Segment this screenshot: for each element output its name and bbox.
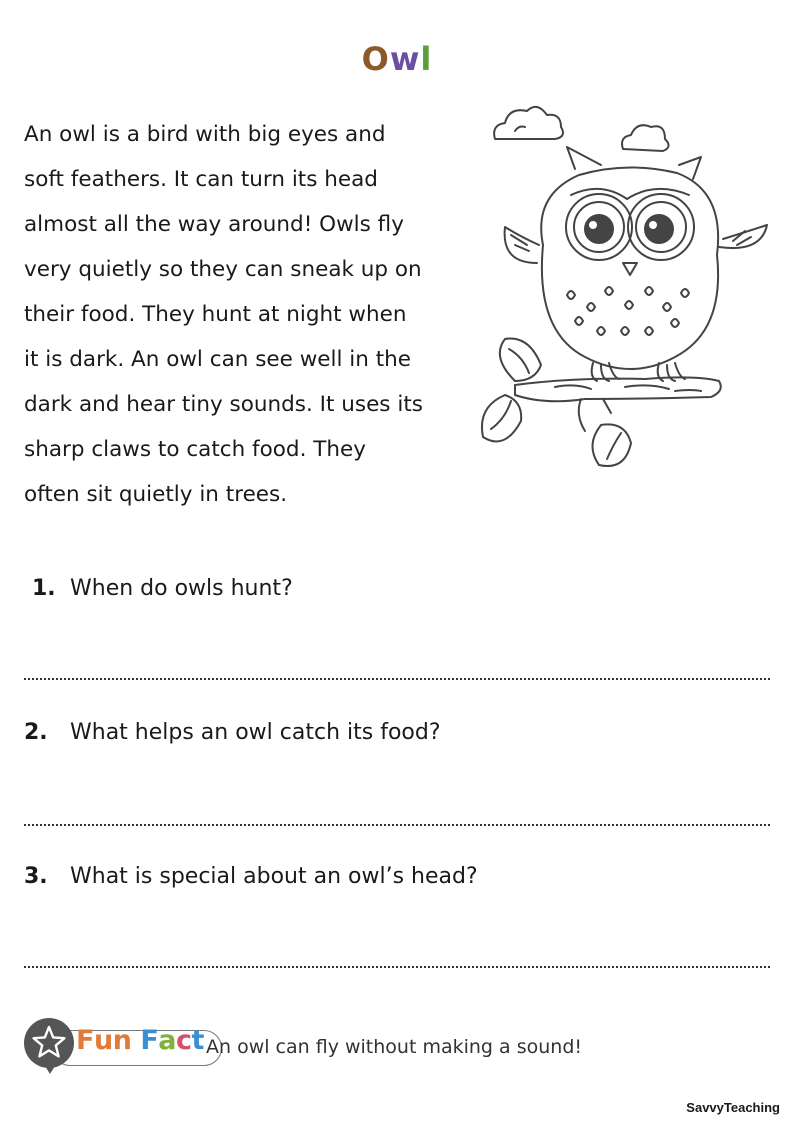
passage-line: dark and hear tiny sounds. It uses its <box>24 392 423 417</box>
title-letter-l: l <box>420 40 433 78</box>
question-2 <box>24 720 441 745</box>
reading-passage <box>24 112 474 517</box>
fun-fact-letter: F <box>140 1025 159 1056</box>
passage-line: very quietly so they can sneak up on <box>24 257 422 282</box>
question-number: 3. <box>24 864 48 889</box>
question-number: 1. <box>32 576 56 601</box>
answer-line[interactable] <box>24 678 770 680</box>
cloud-icon <box>622 125 669 151</box>
passage-line: sharp claws to catch food. They <box>24 437 366 462</box>
question-text: When do owls hunt? <box>70 576 293 601</box>
passage-line: soft feathers. It can turn its head <box>24 167 378 192</box>
leaf-icon <box>592 424 631 466</box>
fun-fact-letter: F <box>76 1025 94 1056</box>
passage-line: almost all the way around! Owls fly <box>24 212 404 237</box>
passage-line: An owl is a bird with big eyes and <box>24 122 386 147</box>
passage-line: their food. They hunt at night when <box>24 302 407 327</box>
fun-fact-box <box>24 1012 604 1076</box>
question-1 <box>24 576 293 601</box>
star-icon <box>30 1023 68 1061</box>
question-text: What is special about an owl’s head? <box>70 864 478 889</box>
fun-fact-letter <box>131 1025 140 1056</box>
owl-on-branch-illustration <box>475 95 780 475</box>
brand-footer: SavvyTeaching <box>686 1100 780 1115</box>
title-letter-o: O <box>361 40 390 78</box>
question-text: What helps an owl catch its food? <box>70 720 441 745</box>
fun-fact-text: An owl can fly without making a sound! <box>206 1036 582 1058</box>
fun-fact-letter: t <box>191 1025 204 1056</box>
passage-line: often sit quietly in trees. <box>24 482 288 507</box>
answer-line[interactable] <box>24 824 770 826</box>
fun-fact-letter: n <box>112 1025 132 1056</box>
answer-line[interactable] <box>24 966 770 968</box>
fun-fact-letter: u <box>93 1025 113 1056</box>
fun-fact-badge <box>24 1018 74 1068</box>
fun-fact-letter: c <box>176 1025 192 1056</box>
question-number: 2. <box>24 720 48 745</box>
passage-line: it is dark. An owl can see well in the <box>24 347 411 372</box>
fun-fact-letter: a <box>158 1025 177 1056</box>
fun-fact-label <box>76 1025 204 1056</box>
title-letter-w: w <box>389 40 421 78</box>
cloud-icon <box>494 107 563 139</box>
page-title <box>0 40 794 78</box>
question-3 <box>24 864 478 889</box>
